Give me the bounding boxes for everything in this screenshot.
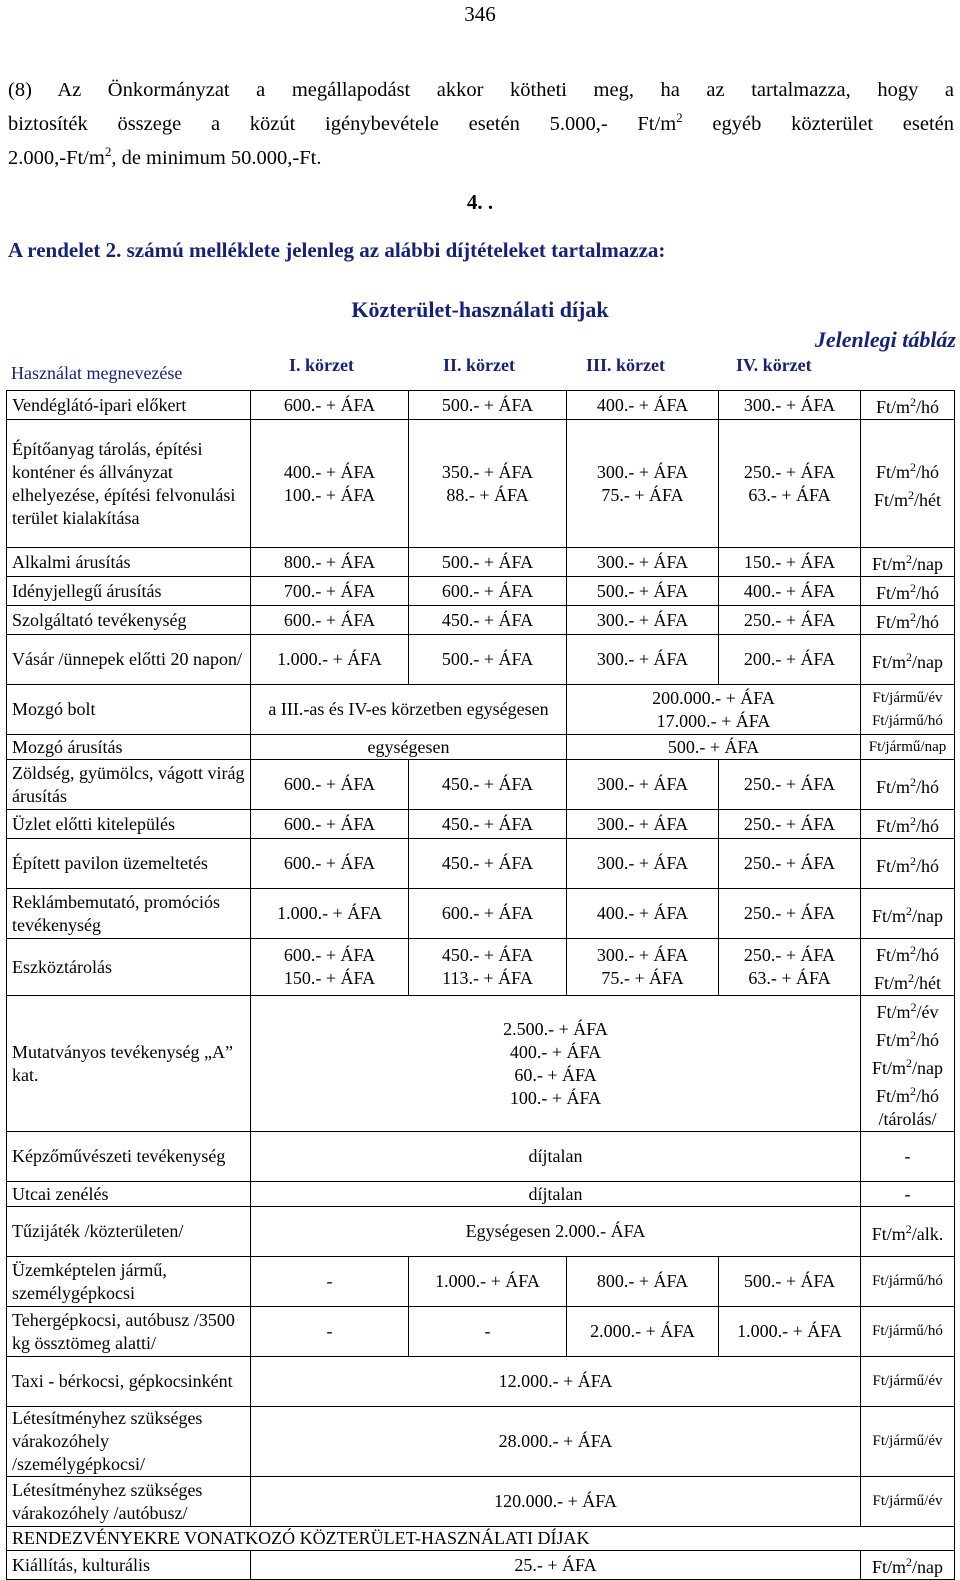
fee-value: 200.000.- + ÁFA 17.000.- + ÁFA (567, 685, 861, 735)
table-row (7, 685, 955, 735)
fee-cell-district-2: 450.- + ÁFA 113.- + ÁFA (409, 939, 567, 996)
table-row (7, 1527, 955, 1551)
fee-cell-district-2: 600.- + ÁFA (409, 889, 567, 939)
table-row (7, 548, 955, 577)
table-row (7, 810, 955, 839)
fee-cell-district-1: 1.000.- + ÁFA (251, 635, 409, 685)
fee-cell-district-3: 300.- + ÁFA (567, 548, 719, 577)
fee-cell-district-1: 600.- + ÁFA (251, 391, 409, 420)
fee-cell-district-2: 500.- + ÁFA (409, 548, 567, 577)
fee-cell-district-2: - (409, 1307, 567, 1357)
unit-cell: $Ft/m^2$/nap (861, 548, 955, 577)
unit-cell: $Ft/m^2/hó$ $Ft/m^2$/hét (861, 939, 955, 996)
fee-cell-district-4: 1.000.- + ÁFA (719, 1307, 861, 1357)
table-row (7, 391, 955, 420)
table-row (7, 939, 955, 996)
unit-cell: $Ft/m^2/év$ $Ft/m^2/hó$ $Ft/m^2$/nap $Ft/m^2/hó$ /tárolás/ (861, 996, 955, 1132)
row-label: Tehergépkocsi, autóbusz /3500 kg össztömeg alatti/ (7, 1307, 251, 1357)
row-label: Létesítményhez szükséges várakozóhely /személygépkocsi/ (7, 1407, 251, 1477)
column-header-usage: Használat megnevezése (11, 363, 183, 383)
unit-cell: $Ft/m^2/hó$ (861, 810, 955, 839)
row-label: Reklámbemutató, promóciós tevékenység (7, 889, 251, 939)
fee-cell-district-1: 600.- + ÁFA (251, 810, 409, 839)
paragraph-text: biztosíték összege a közút igénybevétele esetén 5.000,- Ft/m (8, 112, 677, 135)
superscript: 2 (104, 143, 112, 159)
fee-value: Egységesen 2.000.- ÁFA (251, 1207, 861, 1257)
unit-cell: $Ft/m^2$/alk. (861, 1207, 955, 1257)
unit-cell: Ft/jármű/év (861, 1357, 955, 1407)
fee-cell-district-2: 350.- + ÁFA 88.- + ÁFA (409, 420, 567, 548)
fee-cell-district-2: 600.- + ÁFA (409, 577, 567, 606)
fee-value: díjtalan (251, 1132, 861, 1182)
fee-value: 28.000.- + ÁFA (251, 1407, 861, 1477)
fee-value: 25.- + ÁFA (251, 1551, 861, 1580)
fee-cell-district-4: 250.- + ÁFA 63.- + ÁFA (719, 939, 861, 996)
table-row (7, 1551, 955, 1580)
row-label: Üzlet előtti kitelepülés (7, 810, 251, 839)
fee-value: 12.000.- + ÁFA (251, 1357, 861, 1407)
table-row (7, 1207, 955, 1257)
unit-cell: Ft/jármű/hó (861, 1257, 955, 1307)
fee-cell-district-3: 300.- + ÁFA (567, 839, 719, 889)
fee-cell-district-3: 500.- + ÁFA (567, 577, 719, 606)
span-note: egységesen (251, 735, 567, 760)
intro-text: A rendelet 2. számú melléklete jelenleg az alábbi díjtételeket tartalmazza: (8, 238, 666, 262)
unit-cell: Ft/jármű/év Ft/jármű/hó (861, 685, 955, 735)
unit-cell: $Ft/m^2/hó$ (861, 577, 955, 606)
fee-cell-district-1: - (251, 1257, 409, 1307)
fee-cell-district-4: 400.- + ÁFA (719, 577, 861, 606)
fee-cell-district-3: 300.- + ÁFA (567, 760, 719, 810)
paragraph-line: (8) Az Önkormányzat a megállapodást akkor kötheti meg, ha az tartalmazza, hogy a (8, 79, 954, 101)
table-row (7, 635, 955, 685)
table-row (7, 1307, 955, 1357)
unit-cell: Ft/jármű/év (861, 1477, 955, 1527)
paragraph-text: 2.000,-Ft/m (8, 146, 105, 169)
row-label: Szolgáltató tevékenység (7, 606, 251, 635)
table-row (7, 1182, 955, 1207)
row-label: Üzemképtelen jármű, személygépkocsi (7, 1257, 251, 1307)
fee-cell-district-4: 250.- + ÁFA (719, 606, 861, 635)
fee-cell-district-3: 300.- + ÁFA 75.- + ÁFA (567, 420, 719, 548)
fee-cell-district-2: 450.- + ÁFA (409, 606, 567, 635)
unit-cell: $Ft/m^2/hó$ (861, 760, 955, 810)
fee-cell-district-4: 250.- + ÁFA (719, 889, 861, 939)
fee-cell-district-1: - (251, 1307, 409, 1357)
fee-cell-district-1: 400.- + ÁFA 100.- + ÁFA (251, 420, 409, 548)
unit-cell: $Ft/m^2$/nap (861, 1551, 955, 1580)
paragraph-line (8, 138, 954, 172)
table-row (7, 889, 955, 939)
fee-cell-district-2: 500.- + ÁFA (409, 635, 567, 685)
fee-cell-district-3: 400.- + ÁFA (567, 889, 719, 939)
table-row (7, 1357, 955, 1407)
row-label: Vásár /ünnepek előtti 20 napon/ (7, 635, 251, 685)
unit-cell: $Ft/m^2/hó$ (861, 391, 955, 420)
unit-cell: $Ft/m^2/hó$ (861, 839, 955, 889)
fee-cell-district-3: 300.- + ÁFA (567, 810, 719, 839)
row-label: Tűzijáték /közterületen/ (7, 1207, 251, 1257)
unit-cell: Ft/jármű/nap (861, 735, 955, 760)
fee-cell-district-2: 450.- + ÁFA (409, 760, 567, 810)
column-header-district-4: IV. körzet (736, 355, 812, 375)
fee-cell-district-3: 300.- + ÁFA 75.- + ÁFA (567, 939, 719, 996)
paragraph-line (8, 104, 954, 138)
fee-cell-district-2: 450.- + ÁFA (409, 810, 567, 839)
paragraph-text: egyéb közterület esetén (682, 112, 955, 135)
table-row (7, 420, 955, 548)
fee-cell-district-4: 200.- + ÁFA (719, 635, 861, 685)
unit-cell: Ft/jármű/év (861, 1407, 955, 1477)
row-label: Mozgó árusítás (7, 735, 251, 760)
table-row (7, 996, 955, 1132)
row-label: Mozgó bolt (7, 685, 251, 735)
column-header-district-3: III. körzet (586, 355, 665, 375)
fee-cell-district-4: 250.- + ÁFA (719, 839, 861, 889)
unit-cell: $Ft/m^2$/nap (861, 889, 955, 939)
fee-cell-district-2: 1.000.- + ÁFA (409, 1257, 567, 1307)
unit-cell: $Ft/m^2/hó$ (861, 606, 955, 635)
table-row (7, 839, 955, 889)
table-row (7, 1257, 955, 1307)
table-row (7, 735, 955, 760)
fee-cell-district-3: 400.- + ÁFA (567, 391, 719, 420)
unit-cell: $Ft/m^2$/nap (861, 635, 955, 685)
row-label: Zöldség, gyümölcs, vágott virág árusítás (7, 760, 251, 810)
fee-cell-district-2: 450.- + ÁFA (409, 839, 567, 889)
fee-cell-district-1: 600.- + ÁFA 150.- + ÁFA (251, 939, 409, 996)
fee-cell-district-4: 250.- + ÁFA (719, 810, 861, 839)
fee-cell-district-3: 800.- + ÁFA (567, 1257, 719, 1307)
fee-cell-district-1: 1.000.- + ÁFA (251, 889, 409, 939)
fee-cell-district-1: 700.- + ÁFA (251, 577, 409, 606)
fee-cell-district-4: 150.- + ÁFA (719, 548, 861, 577)
row-label: Épített pavilon üzemeltetés (7, 839, 251, 889)
row-label: Kiállítás, kulturális (7, 1551, 251, 1580)
row-label: Létesítményhez szükséges várakozóhely /autóbusz/ (7, 1477, 251, 1527)
fee-value: 120.000.- + ÁFA (251, 1477, 861, 1527)
unit-cell: $Ft/m^2/hó$ $Ft/m^2$/hét (861, 420, 955, 548)
row-label: Mutatványos tevékenység „A” kat. (7, 996, 251, 1132)
page-number: 346 (464, 2, 496, 26)
table-subtitle: Jelenlegi tábláz (814, 327, 956, 352)
fee-value: díjtalan (251, 1182, 861, 1207)
fee-cell-district-4: 250.- + ÁFA 63.- + ÁFA (719, 420, 861, 548)
section-mark: 4. . (466, 190, 494, 214)
fee-cell-district-4: 250.- + ÁFA (719, 760, 861, 810)
table-row (7, 1477, 955, 1527)
table-row (7, 577, 955, 606)
fee-table (6, 390, 955, 1580)
unit-cell: - (861, 1182, 955, 1207)
fee-value: 500.- + ÁFA (567, 735, 861, 760)
fee-cell-district-4: 300.- + ÁFA (719, 391, 861, 420)
table-title: Közterület-használati díjak (351, 297, 609, 322)
fee-cell-district-1: 600.- + ÁFA (251, 760, 409, 810)
fee-cell-district-2: 500.- + ÁFA (409, 391, 567, 420)
fee-cell-district-3: 2.000.- + ÁFA (567, 1307, 719, 1357)
span-note: a III.-as és IV-es körzetben egységesen (251, 685, 567, 735)
row-label: Alkalmi árusítás (7, 548, 251, 577)
table-row (7, 1132, 955, 1182)
column-header-district-1: I. körzet (289, 355, 354, 375)
fee-cell-district-3: 300.- + ÁFA (567, 606, 719, 635)
fee-cell-district-1: 600.- + ÁFA (251, 606, 409, 635)
table-row (7, 760, 955, 810)
row-label: Képzőművészeti tevékenység (7, 1132, 251, 1182)
row-label: Idényjellegű árusítás (7, 577, 251, 606)
column-header-district-2: II. körzet (443, 355, 515, 375)
fee-cell-district-3: 300.- + ÁFA (567, 635, 719, 685)
row-label: Építőanyag tárolás, építési konténer és állványzat elhelyezése, építési felvonulási terület kialakítása (7, 420, 251, 548)
unit-cell: - (861, 1132, 955, 1182)
superscript: 2 (676, 110, 683, 125)
row-label: Vendéglátó-ipari előkert (7, 391, 251, 420)
unit-cell: Ft/jármű/hó (861, 1307, 955, 1357)
fee-value: 2.500.- + ÁFA 400.- + ÁFA 60.- + ÁFA 100.- + ÁFA (251, 996, 861, 1132)
row-label: Utcai zenélés (7, 1182, 251, 1207)
row-label: Eszköztárolás (7, 939, 251, 996)
table-row (7, 606, 955, 635)
row-label: Taxi - bérkocsi, gépkocsinként (7, 1357, 251, 1407)
table-row (7, 1407, 955, 1477)
section-header: RENDEZVÉNYEKRE VONATKOZÓ KÖZTERÜLET-HASZNÁLATI DÍJAK (7, 1527, 955, 1551)
paragraph-text: , de minimum 50.000,-Ft. (111, 146, 322, 169)
fee-cell-district-1: 600.- + ÁFA (251, 839, 409, 889)
fee-cell-district-1: 800.- + ÁFA (251, 548, 409, 577)
paragraph-8 (8, 76, 954, 172)
fee-cell-district-4: 500.- + ÁFA (719, 1257, 861, 1307)
